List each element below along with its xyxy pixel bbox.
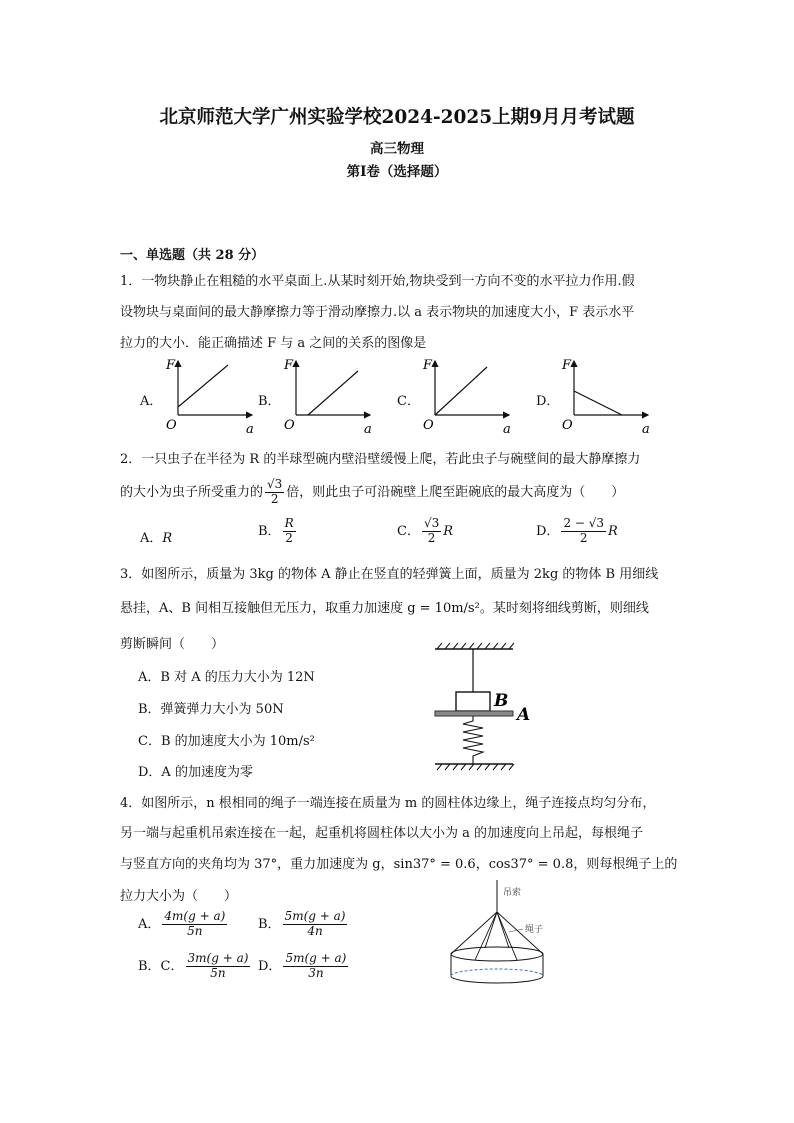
q1-a-axis-a: a (246, 422, 254, 437)
q4-line3: 与竖直方向的夹角均为 37°，重力加速度为 g，sin37° = 0.6，cos37° = 0.8，则每根绳子上的 (120, 857, 678, 872)
spring (463, 716, 483, 764)
q1-line3: 拉力的大小．能正确描述 F 与 a 之间的关系的图像是 (120, 336, 427, 351)
q2-option-d: D． $\frac{2 - √3}{2}$ R (536, 516, 618, 545)
volume-title: 第Ⅰ卷（选择题） (346, 164, 448, 180)
q1-c-axis-f: F (423, 358, 433, 373)
q2-line2 (120, 478, 624, 507)
plate-a (435, 711, 513, 716)
q1-d-axis-f: F (562, 358, 572, 373)
q1-d-axis-a: a (642, 422, 650, 437)
q2-line2-pre: 的大小为虫子所受重力的 (120, 484, 264, 500)
q4-line4: 拉力大小为（ ） (120, 889, 238, 904)
q1-line2: 设物块与桌面间的最大静摩擦力等于滑动摩擦力.以 a 表示物块的加速度大小，F 表示水平 (120, 305, 635, 320)
q4-option-a: A． $\frac{4m(g + a)}{5n}$ (138, 909, 226, 938)
section-heading: 一、单选题（共 28 分） (120, 248, 265, 263)
q1-graph-d (556, 355, 666, 440)
block-b (456, 692, 490, 711)
q2-sqrt3-over-2: $\frac{√3}{2}$ (267, 477, 283, 506)
q3-line3: 剪断瞬间（ ） (120, 637, 225, 652)
q2-option-a: A．R (140, 531, 173, 546)
q4-option-b: B． $\frac{5m(g + a)}{4n}$ (258, 909, 346, 938)
q1-b-axis-f: F (284, 358, 294, 373)
q1-b-origin: O (284, 418, 295, 433)
q1-graph-c (417, 355, 527, 440)
q1-option-b-label: B． (258, 394, 281, 409)
q1-option-a-label: A． (140, 394, 163, 409)
q1-graph-b (278, 355, 388, 440)
q2-line2-post: 倍，则此虫子可沿碗壁上爬至距碗底的最大高度为（ ） (286, 484, 625, 500)
q3-spring-figure (425, 640, 555, 775)
q3-option-d: D．A 的加速度为零 (138, 765, 253, 780)
q1-graph-a (160, 355, 270, 440)
exam-title: 北京师范大学广州实验学校2024-2025上期9月月考试题 (159, 107, 635, 128)
ropes (451, 912, 543, 960)
q1-a-axis-f: F (166, 358, 176, 373)
q3-option-b: B．弹簧弹力大小为 50N (138, 702, 284, 717)
ceiling-hatch (437, 643, 514, 649)
q4-option-d: D． $\frac{5m(g + a)}{3n}$ (258, 951, 347, 980)
q1-option-c-label: C． (397, 394, 420, 409)
q2-option-c: C． $\frac{√3}{2}$ R (397, 516, 454, 545)
q2-option-b: B． $\frac{R}{2}$ (258, 516, 294, 545)
q1-d-origin: O (562, 418, 573, 433)
q1-option-d-label: D． (536, 394, 560, 409)
q4-line1: 4．如图所示，n 根相同的绳子一端连接在质量为 m 的圆柱体边缘上，绳子连接点均匀分布， (120, 796, 656, 811)
q1-c-axis-a: a (503, 422, 511, 437)
q4-line2: 另一端与起重机吊索连接在一起，起重机将圆柱体以大小为 a 的加速度向上吊起，每根绳子 (120, 826, 644, 841)
q1-line1: 1．一物块静止在粗糙的水平桌面上.从某时刻开始,物块受到一方向不变的水平拉力作用.假 (120, 274, 635, 289)
label-cable: 吊索 (503, 888, 522, 898)
subject-title: 高三物理 (370, 141, 424, 157)
q3-option-a: A．B 对 A 的压力大小为 12N (138, 670, 315, 685)
q1-b-axis-a: a (364, 422, 372, 437)
label-b: B (494, 691, 509, 711)
q4-option-c: B．C． $\frac{3m(g + a)}{5n}$ (138, 951, 249, 980)
q3-option-c: C．B 的加速度大小为 10m/s² (138, 734, 315, 749)
q3-line2: 悬挂，A、B 间相互接触但无压力，取重力加速度 g = 10m/s²。某时刻将细线剪断，则细线 (120, 601, 649, 616)
label-a: A (517, 705, 531, 725)
q1-a-origin: O (166, 418, 177, 433)
q1-c-origin: O (423, 418, 434, 433)
ground-hatch (437, 764, 514, 770)
q4-cylinder-figure (445, 878, 575, 988)
q2-line1: 2．一只虫子在半径为 R 的半球型碗内壁沿壁缓慢上爬，若此虫子与碗壁间的最大静摩擦力 (120, 452, 641, 467)
label-rope: 绳子 (525, 925, 544, 935)
q3-line1: 3．如图所示，质量为 3kg 的物体 A 静止在竖直的轻弹簧上面，质量为 2kg 的物体 B 用细线 (120, 567, 659, 582)
